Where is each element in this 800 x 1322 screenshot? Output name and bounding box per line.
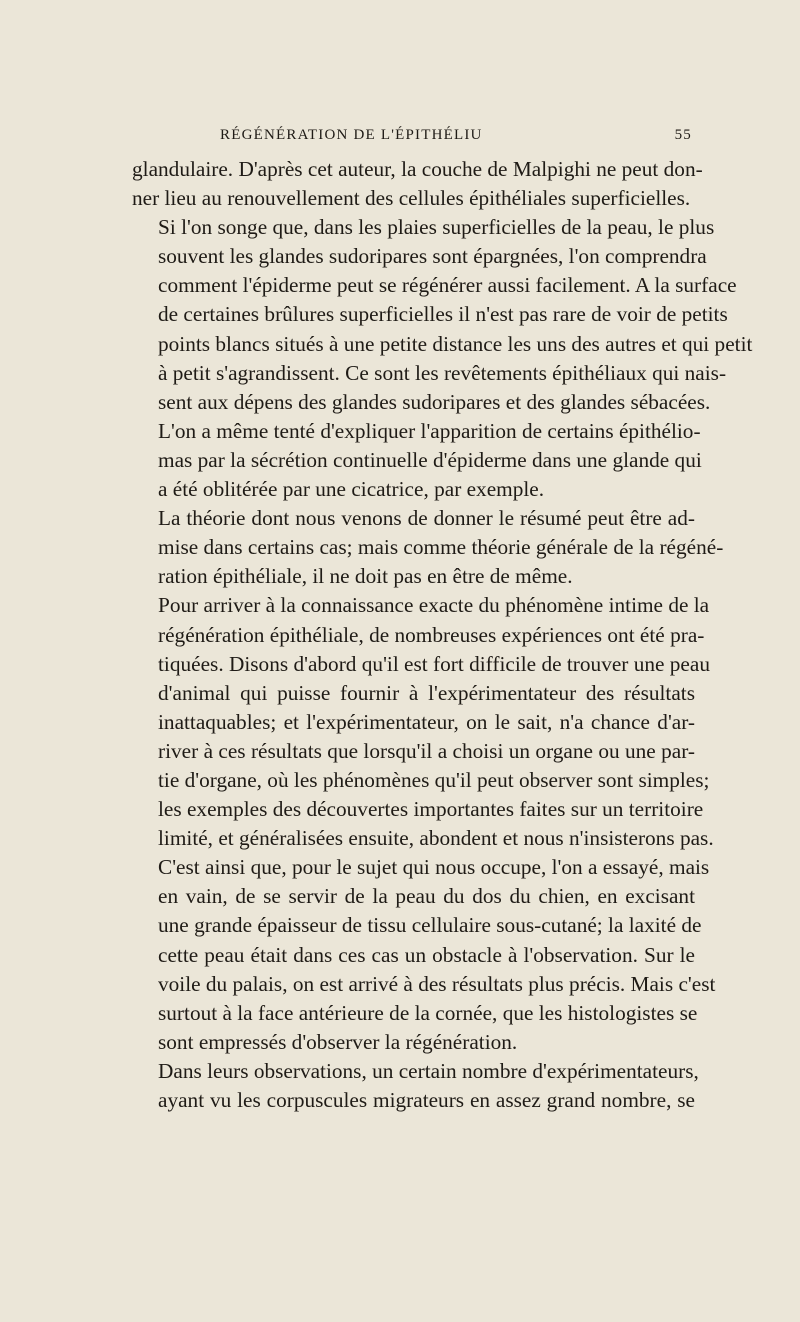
page-number: 55 [674, 127, 692, 143]
text-line: Dans leurs observations, un certain nombre d'expérimentateurs, [158, 1058, 699, 1083]
text-line: régénération épithéliale, de nombreuses expériences ont été pra- [158, 622, 705, 647]
text-line: ration épithéliale, il ne doit pas en être de même. [158, 564, 573, 589]
text-line: de certaines brûlures superficielles il n'est pas rare de voir de petits [158, 302, 728, 327]
paragraph [132, 504, 724, 591]
paragraph [132, 155, 703, 213]
text-line: d'animal qui puisse fournir à l'expérimentateur des résultats [158, 680, 695, 705]
text-line: voile du palais, on est arrivé à des résultats plus précis. Mais c'est [158, 971, 716, 996]
text-line: les exemples des découvertes importantes faites sur un territoire [158, 797, 704, 822]
text-line: a été oblitérée par une cicatrice, par exemple. [158, 477, 545, 502]
text-line: Pour arriver à la connaissance exacte du phénomène intime de la [158, 593, 710, 618]
text-line: cette peau était dans ces cas un obstacle à l'observation. Sur le [158, 942, 695, 967]
text-line: L'on a même tenté d'expliquer l'apparition de certains épithélio- [158, 418, 701, 443]
running-head-title: RÉGÉNÉRATION DE L'ÉPITHÉLIU [220, 127, 483, 143]
text-line: ayant vu les corpuscules migrateurs en assez grand nombre, se [158, 1088, 695, 1112]
text-line: glandulaire. D'après cet auteur, la couche de Malpighi ne peut don- [132, 157, 703, 181]
text-line: mise dans certains cas; mais comme théorie générale de la régéné- [158, 535, 724, 560]
body-text [132, 155, 753, 1115]
paragraph [132, 1057, 699, 1115]
running-head [132, 127, 692, 151]
text-line: souvent les glandes sudoripares sont épargnées, l'on comprendra [158, 244, 707, 269]
text-line: inattaquables; et l'expérimentateur, on le sait, n'a chance d'ar- [158, 709, 695, 734]
text-line: ner lieu au renouvellement des cellules épithéliales superficielles. [132, 186, 691, 211]
text-line: surtout à la face antérieure de la cornée, que les histologistes se [158, 1000, 698, 1025]
text-line: en vain, de se servir de la peau du dos du chien, en excisant [158, 884, 695, 909]
text-line: tie d'organe, où les phénomènes qu'il peut observer sont simples; [158, 767, 710, 792]
paragraph [132, 213, 753, 504]
text-line: points blancs situés à une petite distance les uns des autres et qui petit [158, 331, 753, 356]
text-line: La théorie dont nous venons de donner le résumé peut être ad- [158, 506, 695, 531]
paragraph [132, 591, 716, 1057]
text-line: à petit s'agrandissent. Ce sont les revêtements épithéliaux qui nais- [158, 360, 727, 385]
text-line: river à ces résultats que lorsqu'il a choisi un organe ou une par- [158, 738, 695, 763]
text-line: mas par la sécrétion continuelle d'épiderme dans une glande qui [158, 447, 702, 472]
text-line: sont empressés d'observer la régénération. [158, 1029, 518, 1054]
text-line: sent aux dépens des glandes sudoripares et des glandes sébacées. [158, 389, 711, 414]
text-line: comment l'épiderme peut se régénérer aussi facilement. A la surface [158, 273, 737, 298]
text-line: Si l'on songe que, dans les plaies superficielles de la peau, le plus [158, 215, 715, 240]
text-line: C'est ainsi que, pour le sujet qui nous occupe, l'on a essayé, mais [158, 855, 710, 880]
text-line: tiquées. Disons d'abord qu'il est fort difficile de trouver une peau [158, 651, 710, 676]
text-line: une grande épaisseur de tissu cellulaire sous-cutané; la laxité de [158, 913, 702, 938]
text-line: limité, et généralisées ensuite, abondent et nous n'insisterons pas. [158, 826, 714, 851]
